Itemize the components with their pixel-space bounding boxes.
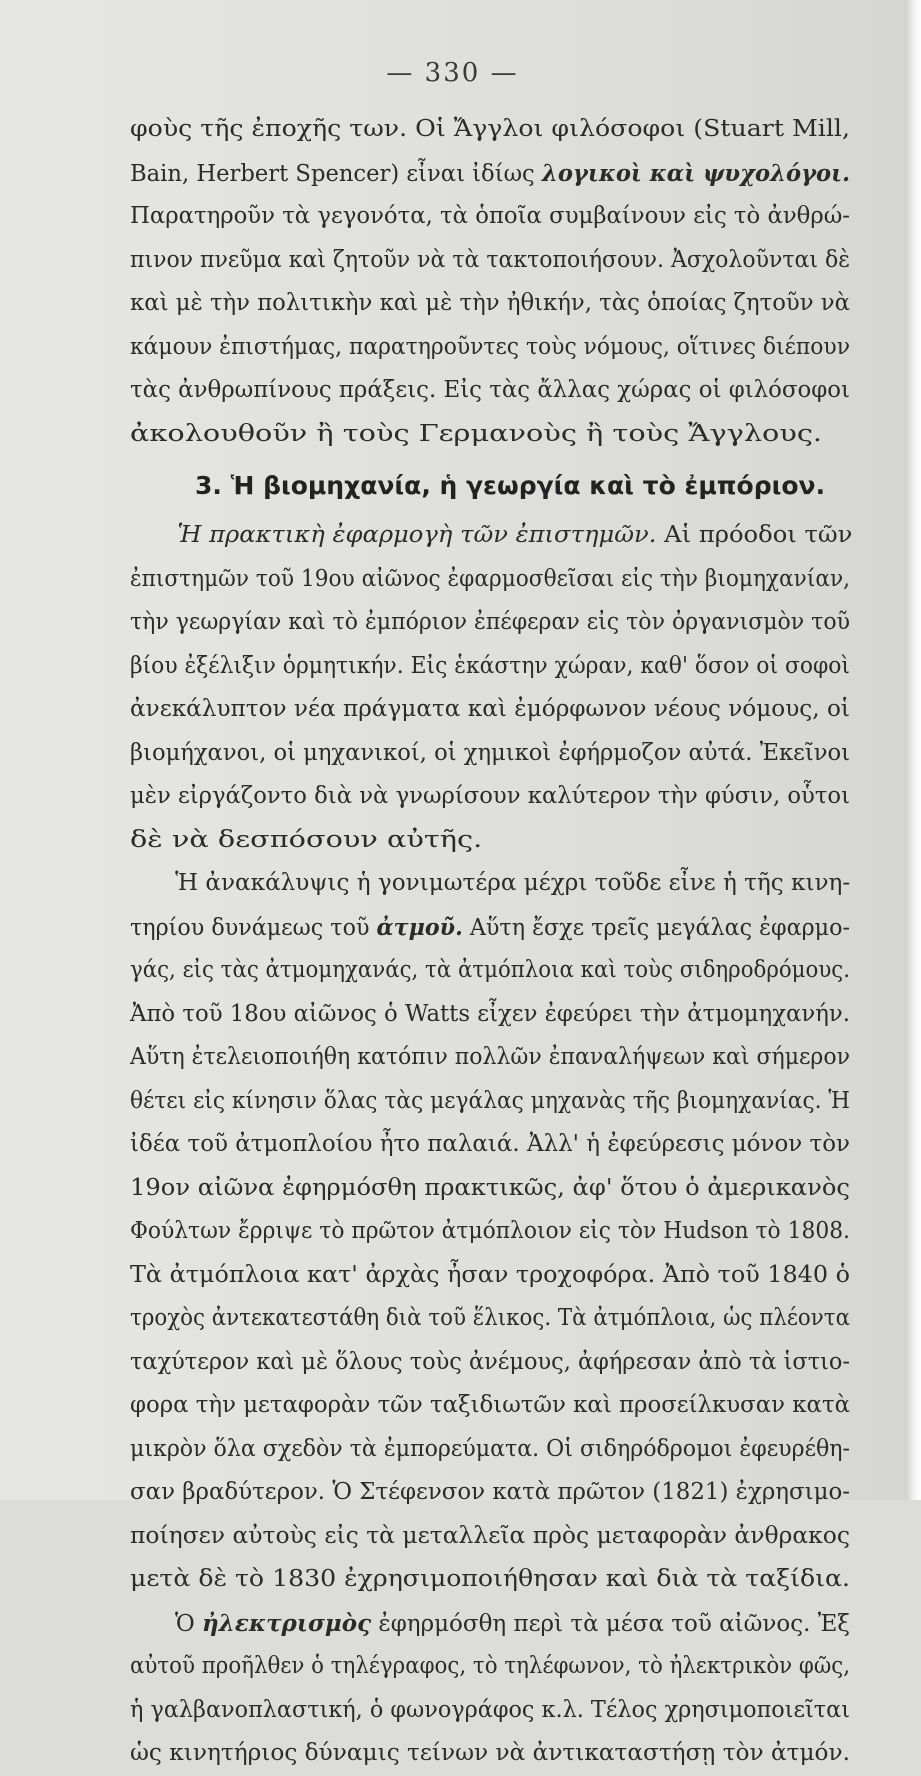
text-line: Ἀπὸ τοῦ 18ου αἰῶνος ὁ Watts εἶχεν ἐφεύρει τὴν ἀτμομηχανήν. (130, 1000, 850, 1027)
text-line: Παρατηροῦν τὰ γεγονότα, τὰ ὁποῖα συμβαίνουν εἰς τὸ ἀνθρώ- (130, 203, 850, 229)
text-line: μετὰ δὲ τὸ 1830 ἐχρησιμοποιήθησαν καὶ διὰ τὰ ταξίδια. (130, 1566, 850, 1592)
text-line: Αὕτη ἐτελειοποιήθη κατόπιν πολλῶν ἐπαναλήψεων καὶ σήμερον (130, 1044, 850, 1070)
text-line: Ἡ πρακτικὴ ἐφαρμογὴ τῶν ἐπιστημῶν. Αἱ πρόοδοι τῶν (177, 522, 853, 548)
text-line: θέτει εἰς κίνησιν ὅλας τὰς μεγάλας μηχανὰς τῆς βιομηχανίας. Ἡ (130, 1087, 850, 1114)
text-line: δὲ νὰ δεσπόσουν αὐτῆς. (130, 826, 483, 853)
text-line: μικρὸν ὅλα σχεδὸν τὰ ἐμπορεύματα. Οἱ σιδηρόδρομοι ἐφευρέθη- (130, 1435, 850, 1462)
text-line: Φούλτων ἔρριψε τὸ πρῶτον ἀτμόπλοιον εἰς τὸν Hudson τὸ 1808. (130, 1218, 850, 1244)
text-line: γάς, εἰς τὰς ἀτμομηχανάς, τὰ ἀτμόπλοια καὶ τοὺς σιδηροδρόμους. (130, 957, 850, 983)
text-line: τροχὸς ἀντεκατεστάθη διὰ τοῦ ἕλικος. Τὰ ἀτμόπλοια, ὡς πλέοντα (130, 1305, 850, 1331)
page-edge (905, 0, 921, 1500)
text-line: Ὁ ἠλεκτρισμὸς ἐφηρμόσθη περὶ τὰ μέσα τοῦ αἰῶνος. Ἐξ (174, 1609, 850, 1637)
paragraph-industry (130, 514, 853, 1776)
text-line: τὴν γεωργίαν καὶ τὸ ἐμπόριον ἐπέφεραν εἰς τὸν ὀργανισμὸν τοῦ (130, 609, 850, 635)
text-line: ἰδέα τοῦ ἀτμοπλοίου ἦτο παλαιά. Ἀλλ' ἡ ἐφεύρεσις μόνον τὸν (130, 1131, 850, 1157)
text-line: Τὰ ἀτμόπλοια κατ' ἀρχὰς ἦσαν τροχοφόρα. Ἀπὸ τοῦ 1840 ὁ (130, 1261, 850, 1288)
text-line: κάμουν ἐπιστήμας, παρατηροῦντες τοὺς νόμους, οἵτινες διέπουν (130, 333, 850, 360)
text-line: φορα τὴν μεταφορὰν τῶν ταξιδιωτῶν καὶ προσείλκυσαν κατὰ (130, 1392, 850, 1418)
text-line: Bain, Herbert Spencer) εἶναι ἰδίως λογικοὶ καὶ ψυχολόγοι. (130, 159, 850, 187)
text-line: ἐπιστημῶν τοῦ 19ου αἰῶνος ἐφαρμοσθεῖσαι εἰς τὴν βιομηχανίαν, (130, 565, 850, 592)
text-line: ἡ γαλβανοπλαστική, ὁ φωνογράφος κ.λ. Τέλος χρησιμοποιεῖται (130, 1696, 850, 1723)
text-line: φοὺς τῆς ἐποχῆς των. Οἱ Ἄγγλοι φιλόσοφοι (Stuart Mill, (130, 116, 850, 142)
text-line: 19ον αἰῶνα ἐφηρμόσθη πρακτικῶς, ἀφ' ὅτου ὁ ἀμερικανὸς (130, 1174, 850, 1201)
text-line: τηρίου δυνάμεως τοῦ ἀτμοῦ. Αὕτη ἔσχε τρεῖς μεγάλας ἐφαρμο- (130, 913, 850, 941)
section-heading: 3. Ἡ βιομηχανία, ἡ γεωργία καὶ τὸ ἐμπόριον. (195, 471, 826, 500)
text-line: ἀνεκάλυπτον νέα πράγματα καὶ ἐμόρφωνον νέους νόμους, οἱ (130, 696, 850, 722)
page-number: — 330 — (386, 58, 519, 88)
text-line: καὶ μὲ τὴν πολιτικὴν καὶ μὲ τὴν ἠθικήν, τὰς ὁποίας ζητοῦν νὰ (130, 290, 850, 316)
text-line: βιομήχανοι, οἱ μηχανικοί, οἱ χημικοὶ ἐφήρμοζον αὐτά. Ἐκεῖνοι (130, 739, 850, 766)
text-line: μὲν εἰργάζοντο διὰ νὰ γνωρίσουν καλύτερον τὴν φύσιν, οὗτοι (130, 783, 850, 809)
text-line: αὐτοῦ προῆλθεν ὁ τηλέγραφος, τὸ τηλέφωνον, τὸ ἠλεκτρικὸν φῶς, (130, 1653, 850, 1679)
text-line: ταχύτερον καὶ μὲ ὅλους τοὺς ἀνέμους, ἀφήρεσαν ἀπὸ τὰ ἱστιο- (130, 1348, 850, 1375)
paragraph-philosophers (130, 108, 850, 456)
text-line: ποίησεν αὐτοὺς εἰς τὰ μεταλλεῖα πρὸς μεταφορὰν ἀνθρακος (130, 1522, 850, 1549)
text-line: Ἡ ἀνακάλυψις ἡ γονιμωτέρα μέχρι τοῦδε εἶνε ἡ τῆς κινη- (175, 870, 851, 896)
text-line: βίου ἐξέλιξιν ὁρμητικήν. Εἰς ἑκάστην χώραν, καθ' ὅσον οἱ σοφοὶ (130, 652, 850, 679)
text-line: ἀκολουθοῦν ἢ τοὺς Γερμανοὺς ἢ τοὺς Ἄγγλους. (130, 420, 823, 447)
text-line: πινον πνεῦμα καὶ ζητοῦν νὰ τὰ τακτοποιήσουν. Ἀσχολοῦνται δὲ (130, 246, 850, 273)
text-line: ὡς κινητήριος δύναμις τείνων νὰ ἀντικαταστήσῃ τὸν ἀτμόν. (130, 1740, 850, 1766)
text-line: σαν βραδύτερον. Ὁ Στέφενσον κατὰ πρῶτον (1821) ἐχρησιμο- (130, 1479, 850, 1505)
text-line: τὰς ἀνθρωπίνους πράξεις. Εἰς τὰς ἄλλας χώρας οἱ φιλόσοφοι (130, 377, 850, 403)
body-text (130, 108, 853, 1776)
